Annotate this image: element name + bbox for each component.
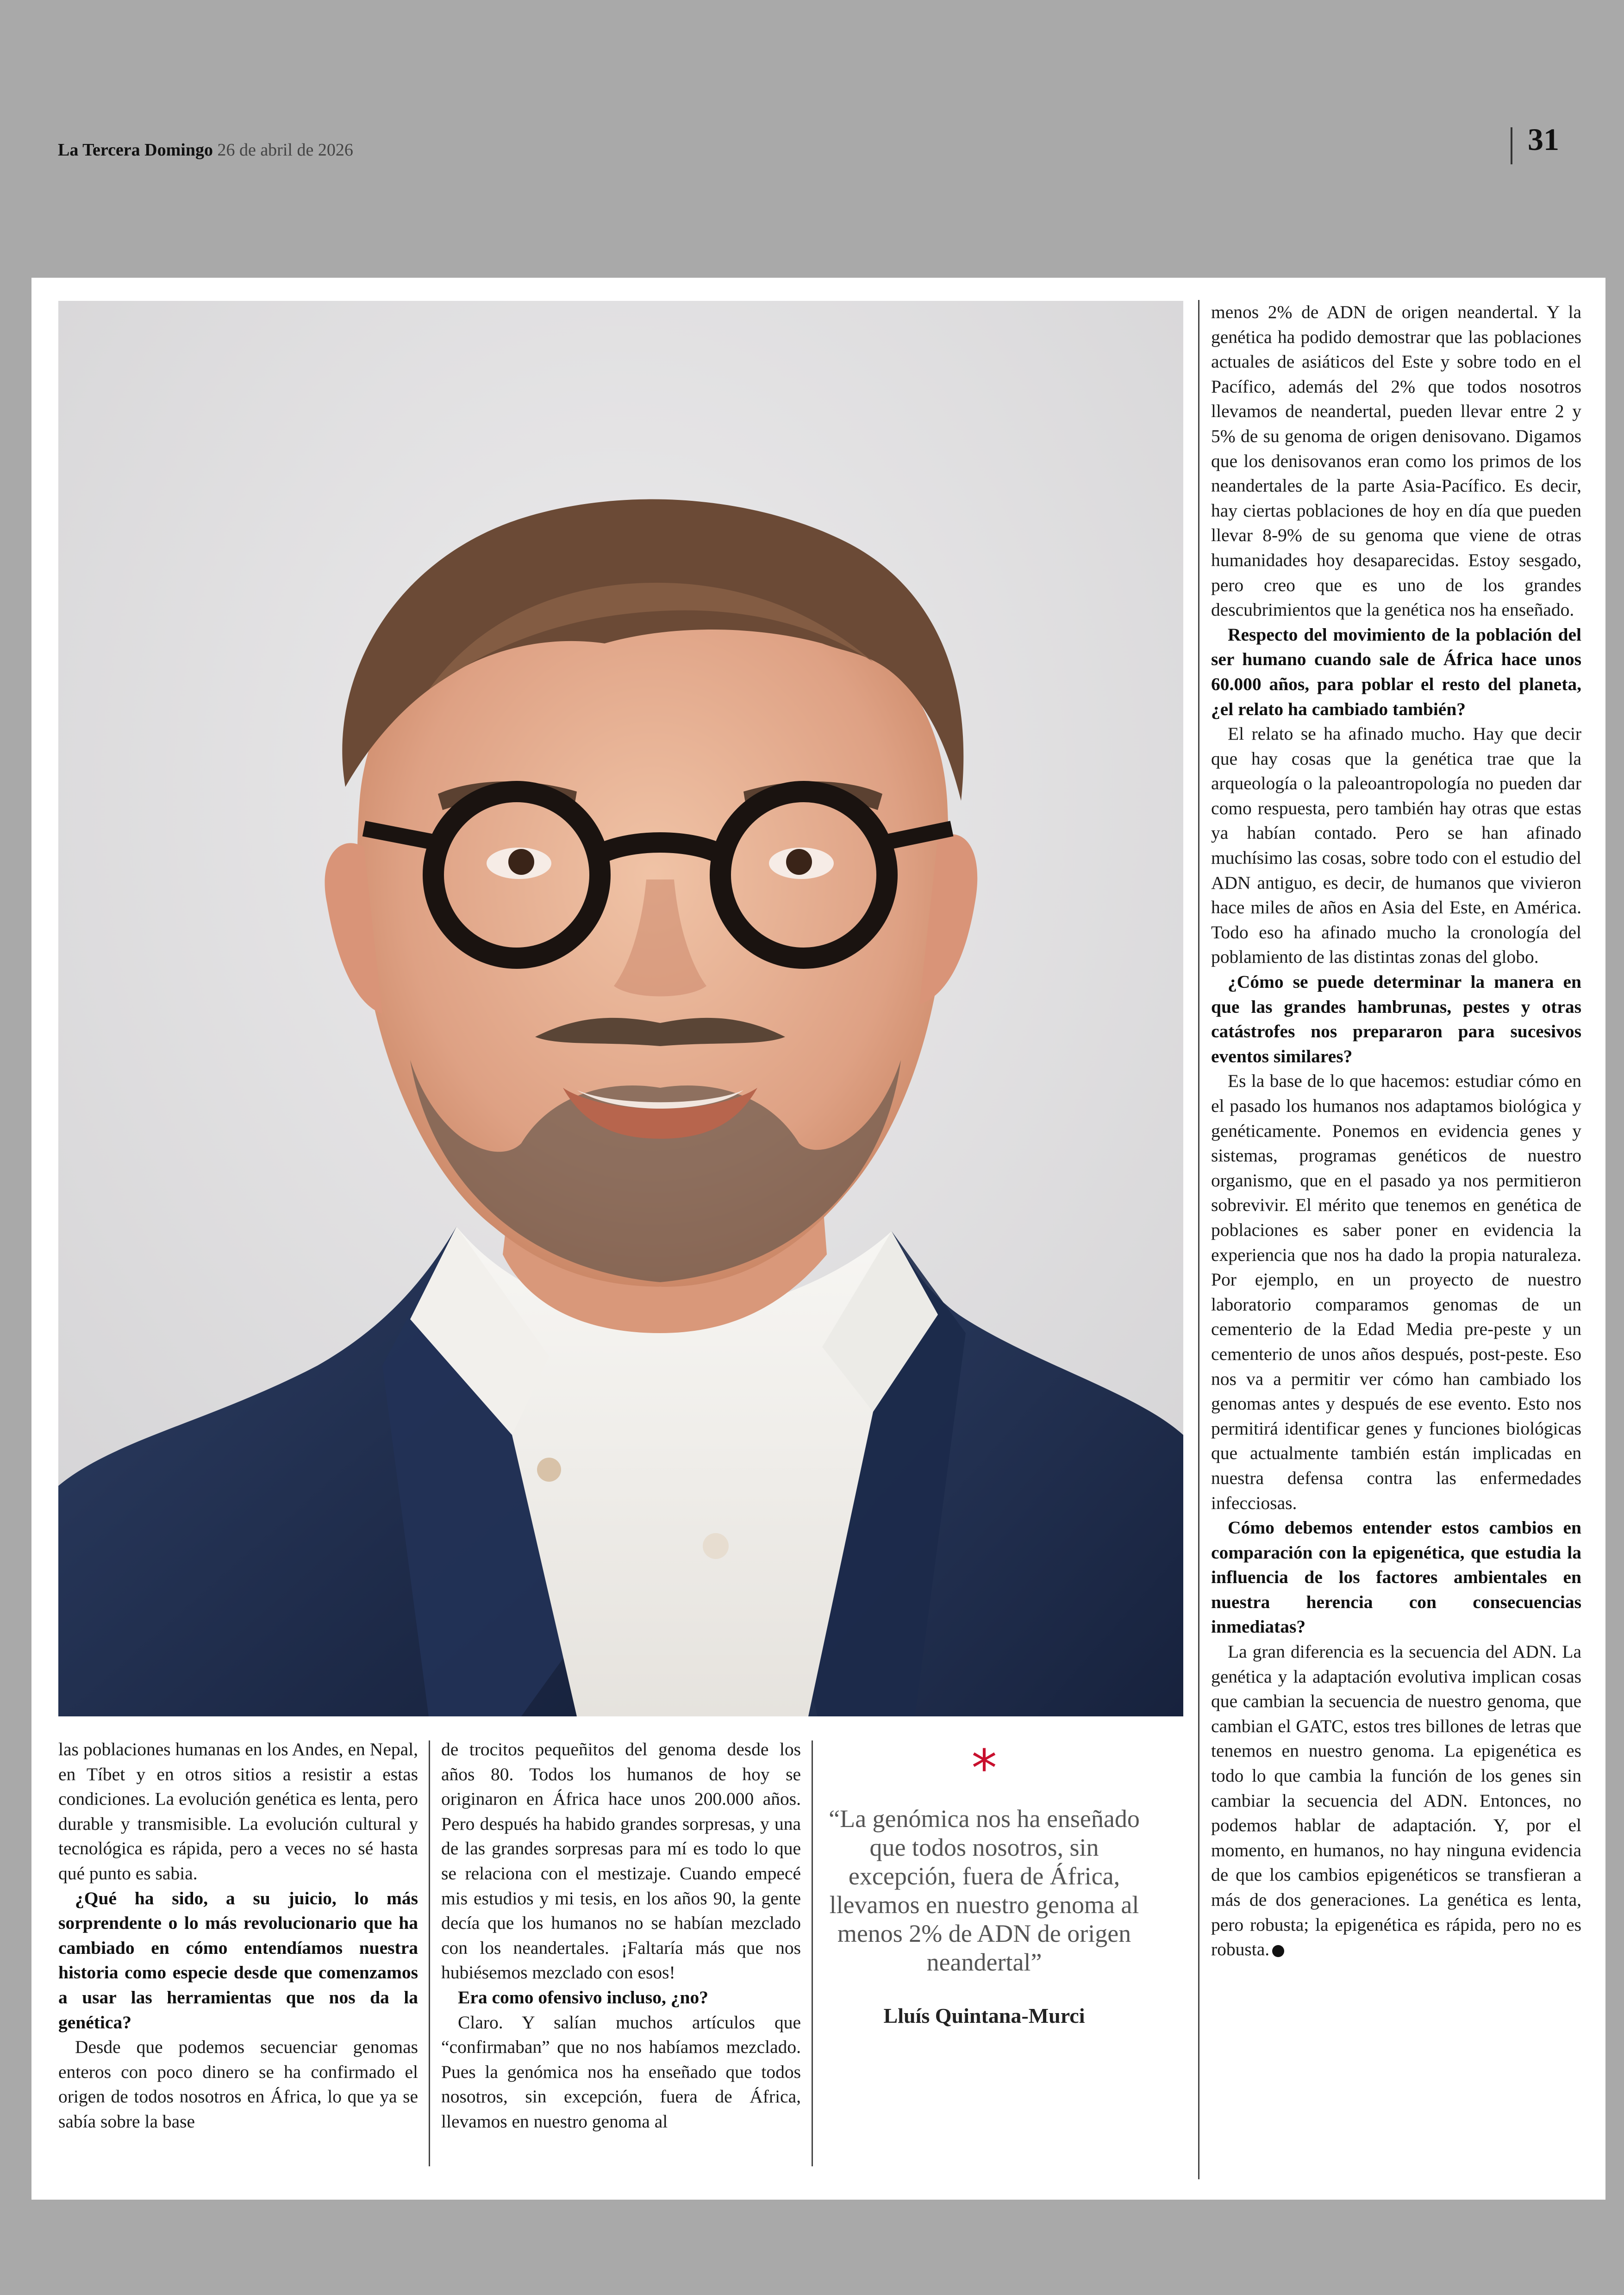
column-divider — [1198, 300, 1199, 2179]
publication-name: La Tercera Domingo — [58, 140, 213, 160]
column-divider — [429, 1740, 430, 2166]
article-paragraph: La gran diferencia es la secuencia del ADN. La genética y la adaptación evolutiva implican cosas que cambian la secuencia de nuestro genoma, que cambian el GATC, estos tres billones de letras que tenemos en nuestro genoma. La epigenética es todo lo que cambia la función de los genes sin cambiar la secuencia del ADN. Entonces, no podemos hablar de adaptación. Y, por el momento, en humanos, no hay ninguna evidencia de que los cambios epigenéticos se transfieran a más de dos generaciones. La genética es lenta, pero robusta; la epigenética es rápida, pero no es robusta. — [1211, 1641, 1581, 1960]
article-column-a — [58, 1737, 418, 2134]
portrait-illustration — [58, 301, 1183, 1716]
article-paragraph: El relato se ha afinado mucho. Hay que decir que hay cosas que la genética trae que la arqueología o la paleoantropología no pueden dar como respuesta, pero también hay otras que estas ya habían contado. Pero se han afinado muchísimo las cosas, sobre todo con el estudio del ADN antiguo, es decir, de humanos que vivieron hace miles de años en Asia del Este, en América. Todo eso ha afinado mucho la cronología del poblamiento de las distintas zonas del globo. — [1211, 723, 1581, 967]
article-column-b — [441, 1737, 801, 2134]
article-paragraph: de trocitos pequeñitos del genoma desde los años 80. Todos los humanos de hoy se originaron en África hace unos 200.000 años. Pero después ha habido grandes sorpresas, y una de las grandes sorpresas para mí es todo lo que se relaciona con el mestizaje. Cuando empecé mis estudios y mi tesis, en los años 90, la gente decía que los humanos no se habían mezclado con los neandertales. ¡Faltaría más que nos hubiésemos mezclado con esos! — [441, 1739, 801, 1983]
pull-quote — [829, 1739, 1140, 2028]
interview-question: Cómo debemos entender estos cambios en comparación con la epigenética, que estudia la influencia de los factores ambientales en nuestra herencia con consecuencias inmediatas? — [1211, 1517, 1581, 1637]
page-header — [0, 0, 1624, 278]
article-paragraph: las poblaciones humanas en los Andes, en Nepal, en Tíbet y en otros sitios a resistir a estas condiciones. La evolución genética es lenta, pero durable y transmisible. La evolución cultural y tecnológica es rápida, pero a veces no sé hasta qué punto es sabia. — [58, 1739, 418, 1883]
interview-question: ¿Qué ha sido, a su juicio, lo más sorprendente o lo más revolucionario que ha cambiado en cómo entendíamos nuestra historia como especie desde que comenzamos a usar las herramientas que nos da la genética? — [58, 1888, 418, 2033]
asterisk-icon: * — [971, 1739, 997, 1798]
portrait-photo — [58, 301, 1183, 1716]
article-paragraph: Es la base de lo que hacemos: estudiar cómo en el pasado los humanos nos adaptamos biológica y genéticamente. Ponemos en evidencia genes y sistemas, programas genéticos de nuestro organismo, que en el pasado ya nos permitieron sobrevivir. El mérito que tenemos en genética de poblaciones es saber poner en evidencia la experiencia que nos ha dado la propia naturaleza. Por ejemplo, en un proyecto de nuestro laboratorio comparamos genomas de un cementerio de la Edad Media pre-peste y un cementerio de unos años después, post-peste. Eso nos va a permitir ver cómo han cambiado los genomas antes y después de ese evento. Esto nos permitirá identificar genes y funciones biológicas que actualmente también están implicadas en nuestra defensa contra las enfermedades infecciosas. — [1211, 1071, 1581, 1513]
pull-quote-text: “La genómica nos ha enseñado que todos nosotros, sin excepción, fuera de África, llevamos en nuestro genoma al menos 2% de ADN de origen neandertal” — [829, 1805, 1140, 1976]
masthead — [58, 140, 353, 160]
interview-question: ¿Cómo se puede determinar la manera en que las grandes hambrunas, pestes y otras catástrofes nos prepararon para sucesivos eventos similares? — [1211, 972, 1581, 1066]
interview-question: Respecto del movimiento de la población del ser humano cuando sale de África hace unos 60.000 años, para poblar el resto del planeta, ¿el relato ha cambiado también? — [1211, 624, 1581, 719]
page-number: 31 — [1528, 122, 1559, 157]
end-of-article-icon — [1272, 1945, 1284, 1957]
article-column-right — [1211, 300, 1581, 1962]
article-paragraph: menos 2% de ADN de origen neandertal. Y la genética ha podido demostrar que las poblaciones actuales de asiáticos del Este y sobre todo en el Pacífico, además del 2% que todos nosotros llevamos de neandertal, pueden llevar entre 2 y 5% de su genoma de origen denisovano. Digamos que los denisovanos eran como los primos de los neandertales de la parte Asia-Pacífico. Es decir, hay ciertas poblaciones de hoy en día que pueden llevar 8-9% de su genoma que viene de otras humanidades hoy desaparecidas. Estoy sesgado, pero creo que es uno de los grandes descubrimientos que la genética nos ha enseñado. — [1211, 302, 1581, 620]
issue-date: 26 de abril de 2026 — [217, 140, 353, 160]
pull-quote-author: Lluís Quintana-Murci — [883, 2004, 1085, 2027]
article-paragraph: Desde que podemos secuenciar genomas enteros con poco dinero se ha confirmado el origen de todos nosotros en África, lo que ya se sabía sobre la base — [58, 2037, 418, 2132]
article-paragraph: Claro. Y salían muchos artículos que “confirmaban” que no nos habíamos mezclado. Pues la genómica nos ha enseñado que todos nosotros, sin excepción, fuera de África, llevamos en nuestro genoma al — [441, 2012, 801, 2132]
newspaper-page — [31, 278, 1605, 2200]
page-number-divider — [1511, 127, 1512, 164]
interview-question: Era como ofensivo incluso, ¿no? — [458, 1987, 708, 2008]
column-divider — [812, 1740, 813, 2166]
